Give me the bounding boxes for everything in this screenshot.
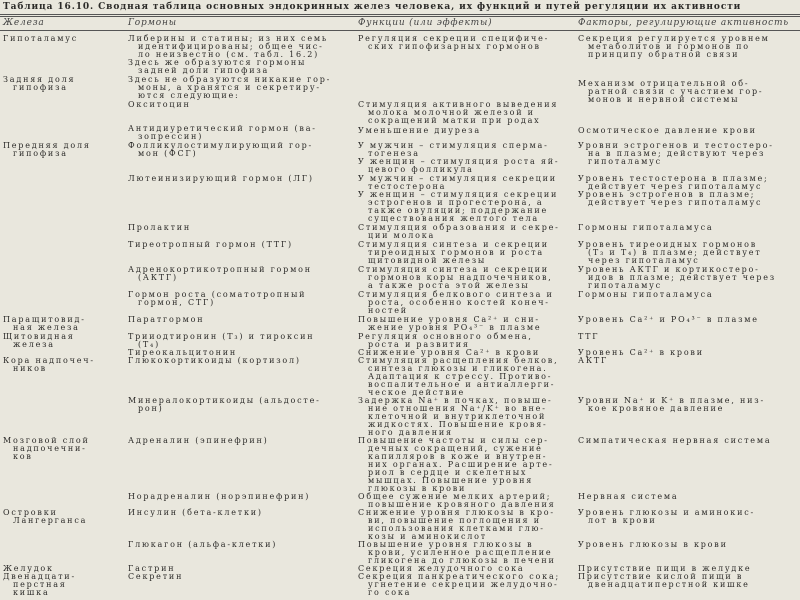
function-cell: У женщин – стимуляция роста яй- цевого фолликула [358, 157, 560, 174]
function-cell: Снижение уровня глюкозы в кро- ви, повышение поглощения и использования клетками глю- козы и аминокислот [358, 508, 555, 541]
hormone-cell: Антидиуретический гормон (ва- зопрессин) [128, 124, 317, 141]
hormone-cell: Адренокортикотропный гормон (АКТГ) [128, 265, 312, 282]
hormone-cell: Гормон роста (соматотропный гормон, СТГ) [128, 290, 307, 307]
hormone-cell: Инсулин (бета-клетки) [128, 508, 263, 517]
hormone-cell: Глюкокортикоиды (кортизол) [128, 356, 301, 365]
table-title: Таблица 16.10. Сводная таблица основных эндокринных желез человека, их функций и путей регуляции их активности [3, 2, 742, 12]
function-cell: Повышение частоты и силы сер- дечных сокращений, сужение капилляров в коже и внутрен- них органах. Расширение арте- риол в сердце и скелетных мышцах. Повышение уровня глюкозы в крови [358, 436, 554, 493]
gland-cell: Двенадцати- перстная кишка [3, 572, 76, 597]
function-cell: Регуляция основного обмена, роста и развития [358, 332, 533, 349]
function-cell: Общее сужение мелких артерий; повышение кровяного давления [358, 492, 556, 509]
column-header-gland: Железа [3, 18, 45, 28]
factors-cell: Присутствие кислой пищи в двенадцатиперстной кишке [578, 572, 750, 589]
factors-cell: Уровень Ca²⁺ и PO₄³⁻ в плазме [578, 315, 759, 324]
function-cell: Повышение уровня Ca²⁺ и сни- жение уровня PO₄³⁻ в плазме [358, 315, 542, 332]
hormone-cell: Трииодтиронин (T₃) и тироксин (T₄) [128, 332, 315, 349]
gland-cell: Передняя доля гипофиза [3, 141, 91, 158]
hormone-cell: Лютеинизирующий гормон (ЛГ) [128, 174, 314, 183]
function-cell: Задержка Na⁺ в почках, повыше- ние отношения Na⁺/K⁺ во вне- клеточной и внутриклеточной жидкостях. Повышение кровя- ного давления [358, 396, 553, 437]
function-cell: Уменьшение диуреза [358, 126, 481, 135]
gland-cell: Паращитовид- ная железа [3, 315, 86, 332]
column-header-functions: Функции (или эффекты) [358, 18, 493, 28]
gland-cell: Островки Лангерганса [3, 508, 88, 525]
factors-cell: Уровень тестостерона в плазме; действует через гипоталамус [578, 174, 769, 191]
factors-cell: ТТГ [578, 332, 600, 341]
gland-cell: Кора надпочеч- ников [3, 356, 95, 373]
function-cell: У мужчин – стимуляция секреции тестостерона [358, 174, 557, 191]
factors-cell: Уровень эстрогенов в плазме; действует через гипоталамус [578, 190, 763, 207]
factors-cell: Гормоны гипоталамуса [578, 223, 714, 232]
hormone-cell: Норадреналин (норэпинефрин) [128, 492, 311, 501]
hormone-cell: Тиреокальцитонин [128, 348, 238, 357]
hormone-cell: Секретин [128, 572, 184, 581]
hormone-cell: Глюкагон (альфа-клетки) [128, 540, 278, 549]
function-cell: Регуляция секреции специфиче- ских гипофизарных гормонов [358, 34, 550, 51]
hormone-cell: Окситоцин [128, 100, 191, 109]
function-cell: Стимуляция синтеза и секреции гормонов коры надпочечников, а также роста этой железы [358, 265, 553, 290]
hormone-cell: Либерины и статины; из них семь идентифицированы; общее чис- ло неизвестно (см. табл. 16.2) [128, 34, 329, 59]
gland-cell: Задняя доля гипофиза [3, 75, 76, 92]
factors-cell: АКТГ [578, 356, 609, 365]
factors-cell: Секреция регулируется уровнем метаболитов и гормонов по принципу обратной связи [578, 34, 770, 59]
hormone-cell: Здесь не образуются никакие гор- моны, а хранятся и секретиру- ются следующие: [128, 75, 332, 100]
function-cell: Секреция панкреатического сока; угнетение секреции желудочно- го сока [358, 572, 561, 597]
function-cell: Повышение уровня глюкозы в крови, усиленное расщепление гликогена до глюкозы в печени [358, 540, 556, 565]
factors-cell: Уровень АКТГ и кортикостеро- идов в плазме; действует через гипоталамус [578, 265, 776, 290]
function-cell: У мужчин – стимуляция сперма- тогенеза [358, 141, 549, 158]
header-rule-top-double [0, 16, 800, 17]
function-cell: Стимуляция белкового синтеза и роста, особенно костей конеч- ностей [358, 290, 554, 315]
header-rule-bottom [0, 30, 800, 31]
function-cell: Снижение уровня Ca²⁺ в крови [358, 348, 540, 357]
factors-cell: Присутствие пищи в желудке [578, 564, 752, 573]
hormone-note-cell: Здесь же образуются гормоны задней доли гипофиза [128, 58, 307, 75]
factors-cell: Уровень глюкозы и аминокис- лот в крови [578, 508, 755, 525]
function-cell: У женщин – стимуляция секреции эстрогенов и прогестерона, а также овуляции; поддержание существования желтого тела [358, 190, 559, 223]
factors-cell: Уровень глюкозы в крови [578, 540, 728, 549]
hormone-cell: Паратгормон [128, 315, 205, 324]
factors-cell: Уровень Ca²⁺ в крови [578, 348, 704, 357]
function-cell: Стимуляция расщепления белков, синтеза глюкозы и гликогена. Адаптация к стрессу. Противо- воспалительное и антиаллерги- ческое действие [358, 356, 559, 397]
hormone-cell: Пролактин [128, 223, 192, 232]
column-header-factors: Факторы, регулирующие активность [578, 18, 789, 28]
gland-cell: Мозговой слой надпочечни- ков [3, 436, 90, 461]
function-cell: Стимуляция синтеза и секреции тиреоидных гормонов и роста щитовидной железы [358, 240, 549, 265]
hormone-cell: Адреналин (эпинефрин) [128, 436, 269, 445]
function-cell: Стимуляция образования и секре- ции молока [358, 223, 560, 240]
gland-cell: Щитовидная железа [3, 332, 75, 349]
hormone-cell: Тиреотропный гормон (ТТГ) [128, 240, 293, 249]
factors-cell: Нервная система [578, 492, 679, 501]
factors-cell: Симпатическая нервная система [578, 436, 772, 445]
factors-cell: Осмотическое давление крови [578, 126, 757, 135]
factors-cell: Уровни Na⁺ и K⁺ в плазме, низ- кое кровяное давление [578, 396, 765, 413]
header-rule-top [0, 14, 800, 15]
gland-cell: Гипоталамус [3, 34, 79, 43]
hormone-cell: Гастрин [128, 564, 176, 573]
factors-cell: Механизм отрицательной об- ратной связи с участием гор- монов и нервной системы [578, 79, 764, 104]
function-cell: Стимуляция активного выведения молока молочной железой и сокращений матки при родах [358, 100, 559, 125]
column-header-hormones: Гормоны [128, 18, 177, 28]
gland-cell: Желудок [3, 564, 54, 573]
function-cell: Секреция желудочного сока [358, 564, 525, 573]
hormone-cell: Фолликулостимулирующий гор- мон (ФСГ) [128, 141, 314, 158]
factors-cell: Уровни эстрогенов и тестостеро- на в плазме; действуют через гипоталамус [578, 141, 774, 166]
factors-cell: Гормоны гипоталамуса [578, 290, 714, 299]
hormone-cell: Минералокортикоиды (альдосте- рон) [128, 396, 321, 413]
factors-cell: Уровень тиреоидных гормонов (T₃ и T₄) в плазме; действует через гипоталамус [578, 240, 762, 265]
